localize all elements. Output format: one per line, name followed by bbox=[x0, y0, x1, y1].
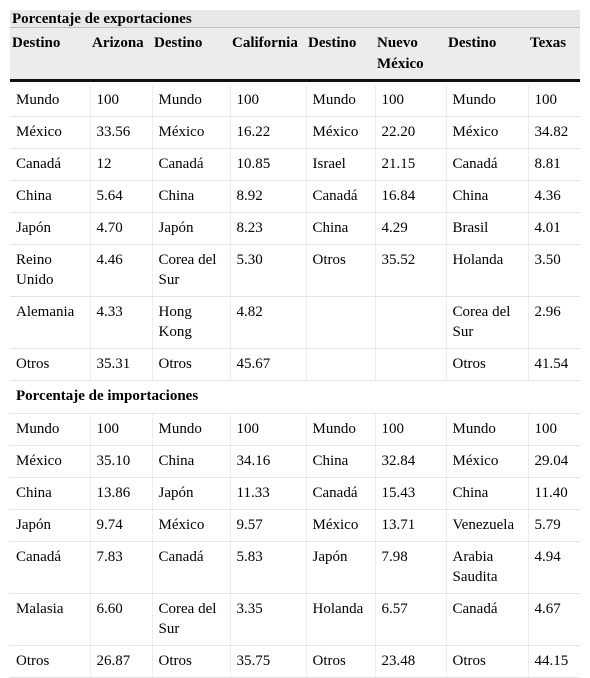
destination-cell: Mundo bbox=[152, 85, 230, 117]
destination-cell: Canadá bbox=[446, 594, 528, 646]
destination-cell: México bbox=[152, 510, 230, 542]
destination-cell: Alemania bbox=[10, 297, 90, 349]
percentage-cell: 4.94 bbox=[528, 542, 580, 594]
destination-cell: Canadá bbox=[152, 542, 230, 594]
percentage-cell: 100 bbox=[528, 414, 580, 446]
percentage-cell: 6.60 bbox=[90, 594, 152, 646]
percentage-cell: 45.67 bbox=[230, 349, 306, 381]
percentage-cell: 22.20 bbox=[375, 117, 446, 149]
percentage-cell: 11.33 bbox=[230, 478, 306, 510]
percentage-cell: 2.96 bbox=[528, 297, 580, 349]
header-destino-arizona: Destino bbox=[10, 28, 90, 81]
percentage-cell: 23.48 bbox=[375, 646, 446, 678]
destination-cell: México bbox=[10, 117, 90, 149]
percentage-cell: 9.57 bbox=[230, 510, 306, 542]
table-caption: Porcentaje de exportaciones bbox=[10, 10, 580, 28]
percentage-cell: 4.29 bbox=[375, 213, 446, 245]
header-arizona: Arizona bbox=[90, 28, 152, 81]
percentage-cell: 5.79 bbox=[528, 510, 580, 542]
trade-table-container bbox=[10, 10, 580, 669]
percentage-cell: 16.84 bbox=[375, 181, 446, 213]
percentage-cell: 6.57 bbox=[375, 594, 446, 646]
export-row bbox=[10, 245, 580, 297]
export-row bbox=[10, 85, 580, 117]
destination-cell: Holanda bbox=[306, 594, 375, 646]
percentage-cell bbox=[375, 349, 446, 381]
percentage-cell: 3.50 bbox=[528, 245, 580, 297]
destination-cell: Corea del Sur bbox=[152, 245, 230, 297]
percentage-cell: 100 bbox=[375, 414, 446, 446]
percentage-cell: 4.36 bbox=[528, 181, 580, 213]
percentage-cell: 12 bbox=[90, 149, 152, 181]
header-destino-nuevo-mexico: Destino bbox=[306, 28, 375, 81]
destination-cell: China bbox=[306, 446, 375, 478]
imports-section-row bbox=[10, 381, 580, 414]
destination-cell: Israel bbox=[306, 149, 375, 181]
destination-cell: Brasil bbox=[446, 213, 528, 245]
destination-cell: Mundo bbox=[152, 414, 230, 446]
percentage-cell: 4.01 bbox=[528, 213, 580, 245]
destination-cell: Canadá bbox=[306, 478, 375, 510]
percentage-cell: 4.82 bbox=[230, 297, 306, 349]
destination-cell: Canadá bbox=[152, 149, 230, 181]
import-row bbox=[10, 646, 580, 678]
destination-cell: Arabia Saudita bbox=[446, 542, 528, 594]
destination-cell bbox=[306, 349, 375, 381]
destination-cell: Otros bbox=[10, 646, 90, 678]
destination-cell: México bbox=[446, 117, 528, 149]
percentage-cell: 8.23 bbox=[230, 213, 306, 245]
header-destino-california: Destino bbox=[152, 28, 230, 81]
percentage-cell: 26.87 bbox=[90, 646, 152, 678]
import-row bbox=[10, 446, 580, 478]
destination-cell: Hong Kong bbox=[152, 297, 230, 349]
destination-cell: Otros bbox=[152, 646, 230, 678]
destination-cell: Mundo bbox=[446, 85, 528, 117]
percentage-cell: 29.04 bbox=[528, 446, 580, 478]
percentage-cell: 100 bbox=[230, 85, 306, 117]
percentage-cell: 32.84 bbox=[375, 446, 446, 478]
percentage-cell: 5.30 bbox=[230, 245, 306, 297]
destination-cell: China bbox=[152, 181, 230, 213]
destination-cell: Venezuela bbox=[446, 510, 528, 542]
table-caption-row bbox=[10, 10, 580, 28]
header-nuevo-mexico: Nuevo México bbox=[375, 28, 446, 81]
destination-cell: Holanda bbox=[446, 245, 528, 297]
percentage-cell: 4.46 bbox=[90, 245, 152, 297]
percentage-cell: 100 bbox=[90, 85, 152, 117]
percentage-cell: 7.83 bbox=[90, 542, 152, 594]
percentage-cell: 100 bbox=[375, 85, 446, 117]
destination-cell: Mundo bbox=[306, 85, 375, 117]
destination-cell: Mundo bbox=[10, 85, 90, 117]
destination-cell: Canadá bbox=[306, 181, 375, 213]
export-row bbox=[10, 213, 580, 245]
import-row bbox=[10, 510, 580, 542]
destination-cell: México bbox=[152, 117, 230, 149]
destination-cell: China bbox=[306, 213, 375, 245]
destination-cell: China bbox=[10, 181, 90, 213]
destination-cell: México bbox=[306, 117, 375, 149]
destination-cell: Mundo bbox=[10, 414, 90, 446]
destination-cell: Otros bbox=[306, 245, 375, 297]
destination-cell: Canadá bbox=[10, 542, 90, 594]
percentage-cell: 34.82 bbox=[528, 117, 580, 149]
percentage-cell: 100 bbox=[528, 85, 580, 117]
percentage-cell: 9.74 bbox=[90, 510, 152, 542]
export-row bbox=[10, 181, 580, 213]
destination-cell: Corea del Sur bbox=[446, 297, 528, 349]
destination-cell: Canadá bbox=[10, 149, 90, 181]
import-row bbox=[10, 594, 580, 646]
header-row bbox=[10, 28, 580, 81]
destination-cell: Otros bbox=[446, 349, 528, 381]
destination-cell: Japón bbox=[152, 213, 230, 245]
percentage-cell: 7.98 bbox=[375, 542, 446, 594]
destination-cell: Canadá bbox=[446, 149, 528, 181]
percentage-cell: 13.86 bbox=[90, 478, 152, 510]
destination-cell: Otros bbox=[152, 349, 230, 381]
export-row bbox=[10, 117, 580, 149]
percentage-cell: 33.56 bbox=[90, 117, 152, 149]
percentage-cell: 11.40 bbox=[528, 478, 580, 510]
percentage-cell: 41.54 bbox=[528, 349, 580, 381]
percentage-cell: 4.67 bbox=[528, 594, 580, 646]
percentage-cell: 100 bbox=[90, 414, 152, 446]
percentage-cell: 35.31 bbox=[90, 349, 152, 381]
percentage-cell: 8.81 bbox=[528, 149, 580, 181]
destination-cell: China bbox=[152, 446, 230, 478]
import-row bbox=[10, 542, 580, 594]
destination-cell: Japón bbox=[10, 213, 90, 245]
percentage-cell: 4.70 bbox=[90, 213, 152, 245]
percentage-cell: 3.35 bbox=[230, 594, 306, 646]
destination-cell: Malasia bbox=[10, 594, 90, 646]
percentage-cell: 5.83 bbox=[230, 542, 306, 594]
percentage-cell: 35.52 bbox=[375, 245, 446, 297]
destination-cell: Mundo bbox=[446, 414, 528, 446]
import-row bbox=[10, 414, 580, 446]
percentage-cell: 10.85 bbox=[230, 149, 306, 181]
export-row bbox=[10, 149, 580, 181]
table-body bbox=[10, 81, 580, 678]
percentage-cell: 13.71 bbox=[375, 510, 446, 542]
percentage-cell: 34.16 bbox=[230, 446, 306, 478]
destination-cell: Japón bbox=[10, 510, 90, 542]
destination-cell: Japón bbox=[152, 478, 230, 510]
percentage-cell: 44.15 bbox=[528, 646, 580, 678]
imports-section-title: Porcentaje de importaciones bbox=[10, 381, 580, 414]
percentage-cell: 8.92 bbox=[230, 181, 306, 213]
trade-percentages-table bbox=[10, 10, 580, 678]
import-row bbox=[10, 478, 580, 510]
destination-cell: Reino Unido bbox=[10, 245, 90, 297]
percentage-cell: 5.64 bbox=[90, 181, 152, 213]
percentage-cell: 35.10 bbox=[90, 446, 152, 478]
percentage-cell bbox=[375, 297, 446, 349]
destination-cell: Mundo bbox=[306, 414, 375, 446]
destination-cell: México bbox=[10, 446, 90, 478]
header-california: California bbox=[230, 28, 306, 81]
destination-cell: Otros bbox=[306, 646, 375, 678]
percentage-cell: 4.33 bbox=[90, 297, 152, 349]
destination-cell: México bbox=[446, 446, 528, 478]
percentage-cell: 100 bbox=[230, 414, 306, 446]
destination-cell: México bbox=[306, 510, 375, 542]
percentage-cell: 21.15 bbox=[375, 149, 446, 181]
destination-cell bbox=[306, 297, 375, 349]
percentage-cell: 16.22 bbox=[230, 117, 306, 149]
destination-cell: China bbox=[446, 181, 528, 213]
destination-cell: Japón bbox=[306, 542, 375, 594]
destination-cell: Corea del Sur bbox=[152, 594, 230, 646]
header-texas: Texas bbox=[528, 28, 580, 81]
destination-cell: China bbox=[446, 478, 528, 510]
export-row bbox=[10, 349, 580, 381]
header-destino-texas: Destino bbox=[446, 28, 528, 81]
destination-cell: China bbox=[10, 478, 90, 510]
destination-cell: Otros bbox=[10, 349, 90, 381]
destination-cell: Otros bbox=[446, 646, 528, 678]
percentage-cell: 15.43 bbox=[375, 478, 446, 510]
export-row bbox=[10, 297, 580, 349]
percentage-cell: 35.75 bbox=[230, 646, 306, 678]
